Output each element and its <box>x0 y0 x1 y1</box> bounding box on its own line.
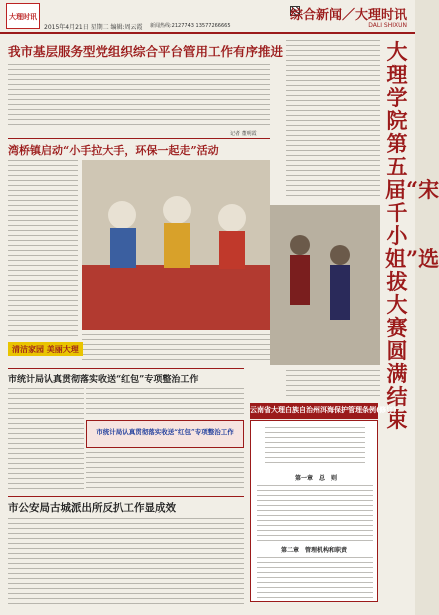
side-article-photo <box>270 205 380 365</box>
article3-body-3 <box>86 452 244 492</box>
divider <box>8 368 244 369</box>
chapter1-text <box>257 485 373 541</box>
page-header <box>0 0 415 34</box>
article2-body <box>8 160 78 338</box>
quote-banner-text: 市统计局认真贯彻落实收送“红包”专项整治工作 <box>96 428 234 436</box>
publisher-name: DALI SHIXUN <box>368 22 407 29</box>
article1-author: 记者 董明霞 <box>230 131 257 137</box>
quote-banner <box>86 420 244 448</box>
divider <box>8 496 244 497</box>
article3-headline: 市统计局认真贯彻落实收送“红包”专项整治工作 <box>8 375 199 385</box>
regulation-title: 云南省大理白族自治州洱海保护管理条例(修订) <box>250 405 397 414</box>
issue-date: 2015年4月21日 星期二 编辑:周云霞 <box>44 24 143 31</box>
article1-body <box>8 64 270 128</box>
regulation-header <box>250 403 397 419</box>
article1-headline: 我市基层服务型党组织综合平台管用工作有序推进 <box>8 44 284 59</box>
side-article-text-end <box>286 370 380 398</box>
divider <box>8 138 270 139</box>
pageant-photo <box>270 205 380 365</box>
article2-caption-text <box>82 334 270 362</box>
slogan-tag: 清洁家园 美丽大理 <box>8 342 83 356</box>
contact-line: 新闻热线:2127743 13577266665 <box>150 23 231 29</box>
side-vertical-title: 大理学院第五届“宋千小姐”选拔大赛圆满结束 <box>385 39 439 432</box>
chapter2-heading: 第二章 管理机构和职责 <box>281 547 348 554</box>
regulation-preamble <box>265 427 365 467</box>
chapter2-text <box>257 557 373 599</box>
chapter1-heading: 第一章 总 则 <box>295 475 338 482</box>
section-title: 综合新闻／大理时讯 <box>289 8 407 23</box>
article2-headline: 湾桥镇启动“小手拉大手，环保一起走”活动 <box>8 144 219 157</box>
side-article-text <box>286 40 380 200</box>
regulation-box <box>250 420 378 602</box>
article4-body <box>8 518 244 608</box>
children-activity-photo <box>82 160 270 330</box>
article3-body-2 <box>86 388 244 416</box>
paper-logo: 大理时讯 <box>6 3 40 29</box>
article2-photo <box>82 160 270 330</box>
article3-body <box>8 388 84 492</box>
article4-headline: 市公安局古城派出所反扒工作显成效 <box>8 502 176 514</box>
